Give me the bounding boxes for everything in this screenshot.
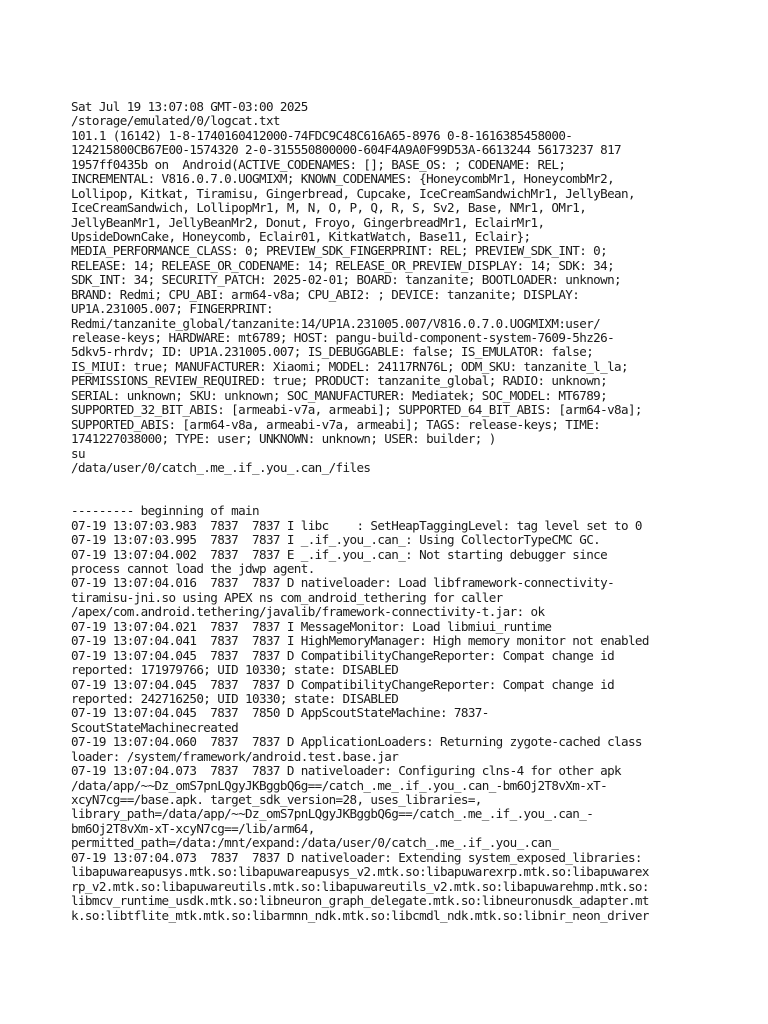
timestamp-header: Sat Jul 19 13:07:08 GMT-03:00 2025 <box>71 99 308 114</box>
log-line: rp_v2.mtk.so:libapuwareutils.mtk.so:libapuwareutils_v2.mtk.so:libapuwarehmp.mtk.so: <box>71 878 649 894</box>
log-line: 07-19 13:07:04.060 7837 7837 D ApplicationLoaders: Returning zygote-cached class <box>71 734 642 750</box>
log-line: libapuwareapusys.mtk.so:libapuwareapusys_v2.mtk.so:libapuwarexrp.mtk.so:libapuwarex <box>71 864 649 880</box>
build-info-line: 124215800CB67E00-1574320 2-0-315550800000-604F4A9A0F99D53A-6613244 56173237 817 <box>71 142 622 158</box>
su-line: su <box>71 445 85 461</box>
log-line: /data/app/~~Dz_omS7pnLQgyJKBggbQ6g==/catch_.me_.if_.you_.can_-bm6Oj2T8vXm-xT- <box>71 777 608 793</box>
build-info-line: 101.1 (16142) 1-8-1740160412000-74FDC9C48C616A65-8976 0-8-1616385458000- <box>71 127 573 143</box>
build-info-line: SDK_INT: 34; SECURITY_PATCH: 2025-02-01; BOARD: tanzanite; BOOTLOADER: unknown; <box>71 272 622 288</box>
log-line: 07-19 13:07:04.073 7837 7837 D nativeloader: Configuring clns-4 for other apk <box>71 763 622 779</box>
build-info-line: UpsideDownCake, Honeycomb, Eclair01, KitkatWatch, Base11, Eclair}; <box>71 228 531 244</box>
log-line: 07-19 13:07:04.002 7837 7837 E _.if_.you_.can_: Not starting debugger since <box>71 546 608 562</box>
log-line: libmcv_runtime_usdk.mtk.so:libneuron_graph_delegate.mtk.so:libneuronusdk_adapter.mt <box>71 893 649 909</box>
log-line: ScoutStateMachinecreated <box>71 719 239 735</box>
build-info-line: RELEASE: 14; RELEASE_OR_CODENAME: 14; RELEASE_OR_PREVIEW_DISPLAY: 14; SDK: 34; <box>71 257 615 273</box>
build-info-line: release-keys; HARDWARE: mt6789; HOST: pangu-build-component-system-7609-5hz26- <box>71 330 615 345</box>
blank-line <box>71 475 701 489</box>
build-info-line: Lollipop, Kitkat, Tiramisu, Gingerbread, Cupcake, IceCreamSandwichMr1, JellyBean, <box>71 185 635 201</box>
build-info-line: JellyBeanMr1, JellyBeanMr2, Donut, Froyo, GingerbreadMr1, EclairMr1, <box>71 214 545 230</box>
log-line: xcyN7cg==/base.apk. target_sdk_version=28, uses_libraries=, <box>71 792 482 807</box>
log-line: 07-19 13:07:04.021 7837 7837 I MessageMonitor: Load libmiui_runtime <box>71 618 552 634</box>
log-line: tiramisu-jni.so using APEX ns com_android_tethering for caller <box>71 589 503 605</box>
build-info-line: SUPPORTED_32_BIT_ABIS: [armeabi-v7a, armeabi]; SUPPORTED_64_BIT_ABIS: [arm64-v8a]; <box>71 402 642 418</box>
log-line: 07-19 13:07:04.045 7837 7837 D CompatibilityChangeReporter: Compat change id <box>71 676 615 692</box>
log-line: loader: /system/framework/android.test.base.jar <box>71 748 399 764</box>
log-document <box>71 100 701 923</box>
log-line: 07-19 13:07:03.983 7837 7837 I libc : SetHeapTaggingLevel: tag level set to 0 <box>71 517 642 533</box>
log-line: 07-19 13:07:03.995 7837 7837 I _.if_.you_.can_: Using CollectorTypeCMC GC. <box>71 532 601 548</box>
build-info-line: Redmi/tanzanite_global/tanzanite:14/UP1A.231005.007/V816.0.7.0.UOGMIXM:user/ <box>71 315 601 331</box>
file-path: /storage/emulated/0/logcat.txt <box>71 113 280 129</box>
files-path: /data/user/0/catch_.me_.if_.you_.can_/files <box>71 459 371 475</box>
log-line: k.so:libtflite_mtk.mtk.so:libarmnn_ndk.mtk.so:libcmdl_ndk.mtk.so:libnir_neon_driver <box>71 907 649 923</box>
log-line: library_path=/data/app/~~Dz_omS7pnLQgyJKBggbQ6g==/catch_.me_.if_.you_.can_- <box>71 806 594 822</box>
build-info-line: INCREMENTAL: V816.0.7.0.UOGMIXM; KNOWN_CODENAMES: {HoneycombMr1, HoneycombMr2, <box>71 171 615 187</box>
log-line: reported: 242716250; UID 10330; state: DISABLED <box>71 690 399 706</box>
log-section-header: --------- beginning of main <box>71 503 259 519</box>
log-line: 07-19 13:07:04.045 7837 7850 D AppScoutStateMachine: 7837- <box>71 705 489 721</box>
build-info-line: IceCreamSandwich, LollipopMr1, M, N, O, P, Q, R, S, Sv2, Base, NMr1, OMr1, <box>71 200 587 216</box>
log-line: 07-19 13:07:04.073 7837 7837 D nativeloader: Extending system_exposed_libraries: <box>71 849 642 865</box>
build-info-line: MEDIA_PERFORMANCE_CLASS: 0; PREVIEW_SDK_FINGERPRINT: REL; PREVIEW_SDK_INT: 0; <box>71 243 608 259</box>
log-line: bm6Oj2T8vXm-xT-xcyN7cg==/lib/arm64, <box>71 820 315 836</box>
log-line: permitted_path=/data:/mnt/expand:/data/user/0/catch_.me_.if_.you_.can_ <box>71 835 559 851</box>
log-line: 07-19 13:07:04.045 7837 7837 D CompatibilityChangeReporter: Compat change id <box>71 647 615 663</box>
build-info-line: 5dkv5-rhrdv; ID: UP1A.231005.007; IS_DEBUGGABLE: false; IS_EMULATOR: false; <box>71 344 594 360</box>
log-line: reported: 171979766; UID 10330; state: DISABLED <box>71 662 399 678</box>
blank-line <box>71 490 701 504</box>
build-info-line: IS_MIUI: true; MANUFACTURER: Xiaomi; MODEL: 24117RN76L; ODM_SKU: tanzanite_l_la; <box>71 358 628 374</box>
build-info-line: 1741227038000; TYPE: user; UNKNOWN: unknown; USER: builder; ) <box>71 431 496 447</box>
log-line: 07-19 13:07:04.016 7837 7837 D nativeloader: Load libframework-connectivity- <box>71 575 615 591</box>
build-info-line: UP1A.231005.007; FINGERPRINT: <box>71 301 273 317</box>
build-info-line: 1957ff0435b on Android(ACTIVE_CODENAMES: []; BASE_OS: ; CODENAME: REL; <box>71 156 566 172</box>
log-line: 07-19 13:07:04.041 7837 7837 I HighMemoryManager: High memory monitor not enabled <box>71 633 649 649</box>
log-line: process cannot load the jdwp agent. <box>71 561 315 576</box>
build-info-line: SUPPORTED_ABIS: [arm64-v8a, armeabi-v7a, armeabi]; TAGS: release-keys; TIME: <box>71 416 601 432</box>
log-line: /apex/com.android.tethering/javalib/framework-connectivity-t.jar: ok <box>71 604 545 620</box>
build-info-line: BRAND: Redmi; CPU_ABI: arm64-v8a; CPU_ABI2: ; DEVICE: tanzanite; DISPLAY: <box>71 286 580 302</box>
build-info-line: PERMISSIONS_REVIEW_REQUIRED: true; PRODUCT: tanzanite_global; RADIO: unknown; <box>71 373 608 389</box>
build-info-line: SERIAL: unknown; SKU: unknown; SOC_MANUFACTURER: Mediatek; SOC_MODEL: MT6789; <box>71 387 608 403</box>
